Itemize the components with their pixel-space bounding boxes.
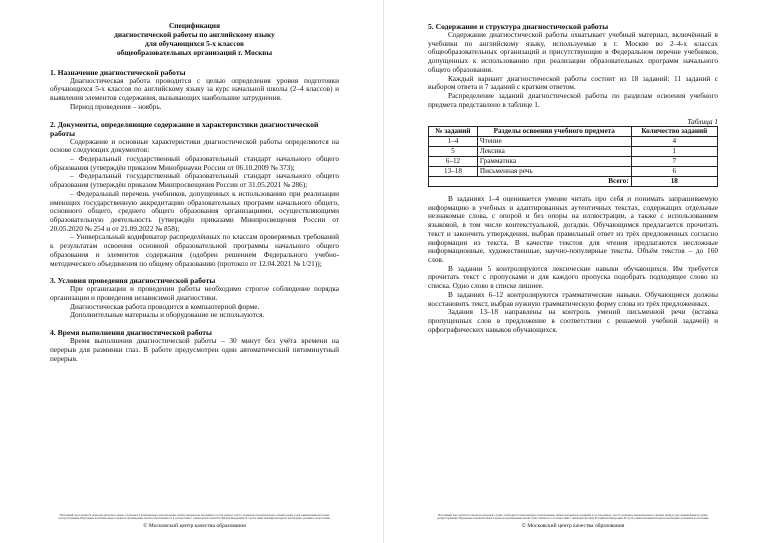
table-cell: Чтение — [477, 137, 631, 147]
section-1-heading: 1. Назначение диагностической работы — [50, 67, 186, 77]
footer-left — [50, 514, 339, 530]
total-value: 18 — [631, 177, 717, 187]
section-2-paragraph-1: Содержание и основные характеристики диагностической работы определяются на основе следующих документов: — [50, 136, 339, 155]
table-cell: 7 — [631, 157, 717, 167]
title-line-3: для обучающихся 5-х классов — [144, 38, 244, 48]
section-5-heading: 5. Содержание и структура диагностической работы — [428, 22, 609, 31]
table-cell: 5 — [429, 147, 478, 157]
table-cell: Письменная речь — [477, 167, 631, 177]
table-cell: 4 — [631, 137, 717, 147]
section-2-paragraph-2: – Федеральный государственный образовательный стандарт начального общего образования (утверждён приказом Минобрнауки России от 06.10.2009 № 373); — [50, 153, 339, 172]
section-3-paragraph-3: Дополнительные материалы и оборудование не используются. — [70, 310, 265, 320]
section-4 — [50, 328, 339, 363]
table-cell: 6 — [631, 167, 717, 177]
tasks-6-12-paragraph: В заданиях 6–12 контролируются грамматические навыки. Обучающиеся должны восстановить текст, выбрав нужную грамматическую форму слова из трёх предложенных. — [428, 289, 718, 308]
table-row — [429, 137, 718, 147]
column-header: Количество заданий — [631, 127, 717, 137]
task-5-paragraph: В задании 5 контролируются лексические навыки обучающихся. Им требуется прочитать текст с пропусками и для каждого пропуска подобрать подходящее слово из списка. Одно слово в списке лишнее. — [428, 263, 718, 291]
section-5-paragraph-1: Содержание диагностической работы охватывает учебный материал, включённый в учебники по английскому языку, используемые в г. Москве во 2–4-х классах общеобразовательных организаций и присутствующие в Федеральном перечне учебников, допущенных к использованию при реализации образовательных программ начального общего образования. — [428, 30, 718, 74]
table-cell: 1 — [631, 147, 717, 157]
section-1 — [50, 68, 339, 112]
section-3 — [50, 276, 339, 320]
copyright: © Московский центр качества образования — [143, 522, 246, 529]
table-row — [429, 167, 718, 177]
section-2-paragraph-4: – Федеральный перечень учебников, допущенных к использованию при реализации имеющих государственную аккредитацию образовательных программ начального общего, основного общего, среднего общего образования организациями, осуществляющими образовательную деятельность (утверждён приказами Минпросвещения России от 20.05.2020 № 254 и от 21.09.2022 № 858); — [50, 188, 339, 233]
table-cell: 13–18 — [429, 167, 478, 177]
table-total-row — [429, 177, 718, 187]
table-cell: Лексика — [477, 147, 631, 157]
copyright: © Московский центр качества образования — [521, 522, 625, 529]
section-3-paragraph-1: При организации и проведении работы необходимо строгое соблюдение порядка организации и проведения независимой диагностики. — [50, 284, 339, 302]
section-2-paragraph-3: – Федеральный государственный образовательный стандарт начального общего образования (утверждён приказом Минпросвещения России от 31.05.2021 № 286); — [50, 171, 339, 190]
table-row — [429, 147, 718, 157]
footer-right — [428, 514, 718, 530]
section-4-paragraph-1: Время выполнения диагностической работы – 30 минут без учёта времени на перерыв для разминки глаз. В работе предусмотрен один автоматический пятиминутный перерыв. — [50, 336, 339, 363]
section-4-heading: 4. Время выполнения диагностической работы — [50, 328, 212, 338]
section-5-paragraph-2: Каждый вариант диагностической работы состоит из 18 заданий: 11 заданий с выбором ответа и 7 заданий с кратким ответом. — [428, 73, 718, 92]
section-3-heading: 3. Условия проведения диагностической работы — [50, 276, 216, 286]
section-2-heading: 2. Документы, определяющие содержание и характеристики диагностической работы — [50, 119, 319, 138]
section-1-paragraph-1: Диагностическая работа проводится с целью определения уровня подготовки обучающихся 5-х классов по английскому языку за курс начальной школы (2–4 классов) и выявления элементов содержания, вызывающих наибольшие затруднения. — [50, 75, 339, 103]
table-row — [429, 157, 718, 167]
tasks-13-18-paragraph: Задания 13–18 направлены на контроль умений письменной речи (вставка пропущенных слов в предложение в соответствии с решаемой учебной задачей) и орфографических навыков обучающихся. — [428, 307, 718, 334]
table-cell: 6–12 — [429, 157, 478, 167]
title-line-1: Спецификация — [168, 21, 221, 30]
total-label: Всего: — [429, 177, 632, 187]
section-1-paragraph-2: Период проведения – ноябрь. — [70, 101, 162, 111]
footer-notice: Настоящий текст является объектом авторского права. Свободное и безвозмездное использование любых материалов, входящих в состав данного текста, возможно исключительно в личных целях и для ознакомления без права распространения. Нарушение исключительного права на произведение влечёт ответственность в соответствии с законодательством Российской Федерации. В случае заимствования материала необходимо указывать на источник. — [58, 514, 331, 521]
table-cell: 1–4 — [429, 137, 478, 147]
table-caption: Таблица 1 — [687, 117, 718, 127]
tasks-1-4-paragraph: В заданиях 1–4 оценивается умение читать про себя и понимать запрашиваемую информацию в учебных и адаптированных аутентичных текстах, содержащих отдельные незнакомые слова, с опорой и без опоры на иллюстрации, а также с использованием языковой, в том числе контекстуальной, догадки. Обучающимся предлагается прочитать текст и закончить утверждения, выбрав правильный ответ из трёх предложенных согласно информации из текста. В качестве текстов для чтения предлагаются несложные информационные, художественные, научно-популярные тексты. Объём текстов – до 160 слов. — [428, 193, 718, 264]
table-cell: Грамматика — [477, 157, 631, 167]
document-title — [50, 22, 339, 58]
table-header-row — [429, 127, 718, 137]
section-5-paragraph-3: Распределение заданий диагностической работы по разделам освоения учебного предмета представлено в таблице 1. — [428, 91, 718, 109]
title-line-4: общеобразовательных организаций г. Москвы — [116, 47, 273, 57]
section-5 — [428, 22, 718, 109]
footer-notice: Настоящий текст является объектом авторского права. Свободное и безвозмездное использование любых материалов, входящих в состав данного текста, возможно исключительно в личных целях и для ознакомления без права распространения. Нарушение исключительного права на произведение влечёт ответственность в соответствии с законодательством Российской Федерации. В случае заимствования материала необходимо указывать на источник. — [437, 514, 709, 521]
section-2 — [50, 120, 339, 269]
title-line-2: диагностической работы по английскому языку — [114, 29, 275, 39]
tasks-table — [428, 126, 718, 186]
column-header: № заданий — [429, 127, 478, 137]
column-header: Разделы освоения учебного предмета — [477, 127, 631, 137]
section-2-paragraph-5: – Универсальный кодификатор распределённых по классам проверяемых требований к результатам освоения основной образовательной программы начального общего образования и элементов содержания (одобрен решением Федерального учебно-методического объединения по общему образованию (протокол от 12.04.2021 № 1/21)); — [50, 232, 339, 268]
section-3-paragraph-2: Диагностическая работа проводится в компьютерной форме. — [70, 301, 260, 311]
page-right — [384, 0, 768, 543]
